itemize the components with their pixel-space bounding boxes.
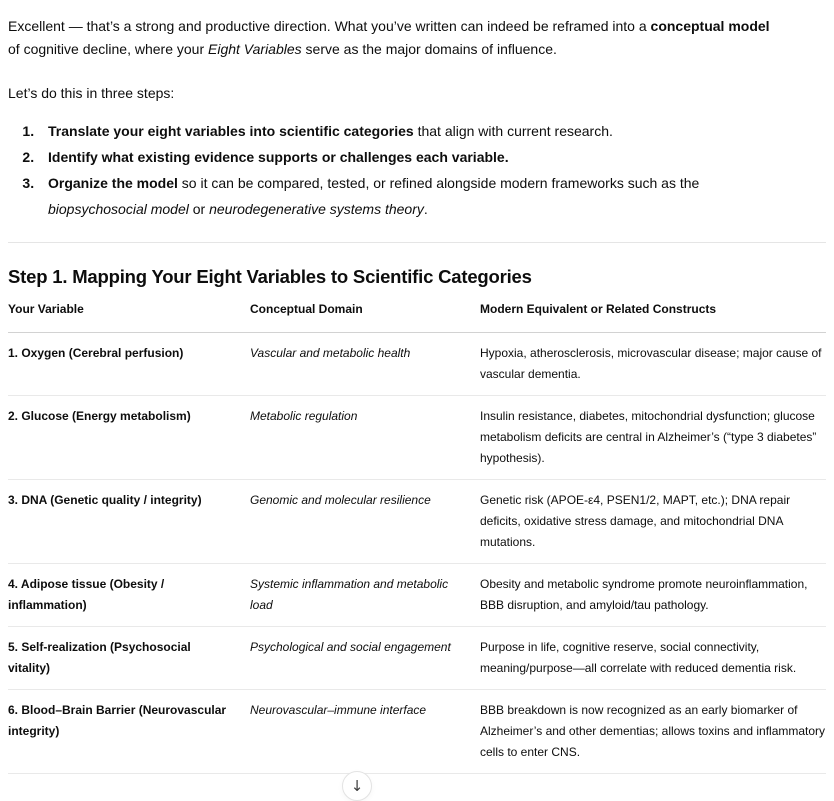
step-list-item: 2. Identify what existing evidence supports or challenges each variable.: [38, 144, 772, 170]
table-row: [8, 480, 826, 564]
column-header-your-variable: Your Variable: [8, 297, 250, 333]
cell-modern-equivalent: Genetic risk (APOE-ε4, PSEN1/2, MAPT, etc.); DNA repair deficits, oxidative stress damage, and mitochondrial DNA mutations.: [480, 480, 826, 564]
section-divider: [8, 242, 826, 243]
step-list-item: 3. Organize the model so it can be compared, tested, or refined alongside modern frameworks such as the biopsychosocial model or neurodegenerative systems theory.: [38, 170, 772, 222]
table-row: [8, 396, 826, 480]
step-list-item: 1. Translate your eight variables into scientific categories that align with current research.: [38, 118, 772, 144]
steps-list: [8, 118, 772, 222]
cell-your-variable: 3. DNA (Genetic quality / integrity): [8, 480, 250, 564]
table-row: [8, 627, 826, 690]
cell-conceptual-domain: Systemic inflammation and metabolic load: [250, 564, 480, 627]
section-heading: Step 1. Mapping Your Eight Variables to Scientific Categories: [8, 266, 532, 287]
cell-conceptual-domain: Genomic and molecular resilience: [250, 480, 480, 564]
cell-conceptual-domain: Vascular and metabolic health: [250, 333, 480, 396]
down-arrow-icon: ↓: [350, 776, 364, 795]
cell-conceptual-domain: Psychological and social engagement: [250, 627, 480, 690]
table-header-row: [8, 297, 826, 333]
cell-modern-equivalent: Obesity and metabolic syndrome promote neuroinflammation, BBB disruption, and amyloid/tau pathology.: [480, 564, 826, 627]
cell-modern-equivalent: BBB breakdown is now recognized as an early biomarker of Alzheimer’s and other dementias; allows toxins and inflammatory cells to enter CNS.: [480, 690, 826, 774]
cell-modern-equivalent: Purpose in life, cognitive reserve, social connectivity, meaning/purpose—all correlate with reduced dementia risk.: [480, 627, 826, 690]
steps-lead-paragraph: Let’s do this in three steps:: [8, 85, 175, 101]
table-row: [8, 564, 826, 627]
cell-your-variable: 6. Blood–Brain Barrier (Neurovascular integrity): [8, 690, 250, 774]
table-row: [8, 690, 826, 774]
cell-your-variable: 5. Self-realization (Psychosocial vitality): [8, 627, 250, 690]
scroll-to-bottom-button[interactable]: [342, 771, 372, 801]
column-header-modern-equivalent: Modern Equivalent or Related Constructs: [480, 297, 826, 333]
cell-your-variable: 1. Oxygen (Cerebral perfusion): [8, 333, 250, 396]
cell-your-variable: 4. Adipose tissue (Obesity / inflammation): [8, 564, 250, 627]
column-header-conceptual-domain: Conceptual Domain: [250, 297, 480, 333]
cell-conceptual-domain: Neurovascular–immune interface: [250, 690, 480, 774]
cell-modern-equivalent: Hypoxia, atherosclerosis, microvascular disease; major cause of vascular dementia.: [480, 333, 826, 396]
response-prose: [8, 15, 772, 105]
cell-your-variable: 2. Glucose (Energy metabolism): [8, 396, 250, 480]
variables-mapping-table: [8, 297, 826, 774]
cell-modern-equivalent: Insulin resistance, diabetes, mitochondrial dysfunction; glucose metabolism deficits are central in Alzheimer’s (“type 3 diabetes” hypothesis).: [480, 396, 826, 480]
cell-conceptual-domain: Metabolic regulation: [250, 396, 480, 480]
table-row: [8, 333, 826, 396]
intro-paragraph: Excellent — that’s a strong and productive direction. What you’ve written can indeed be reframed into a conceptual model of cognitive decline, where your Eight Variables serve as the major domains of influence.: [8, 18, 770, 57]
